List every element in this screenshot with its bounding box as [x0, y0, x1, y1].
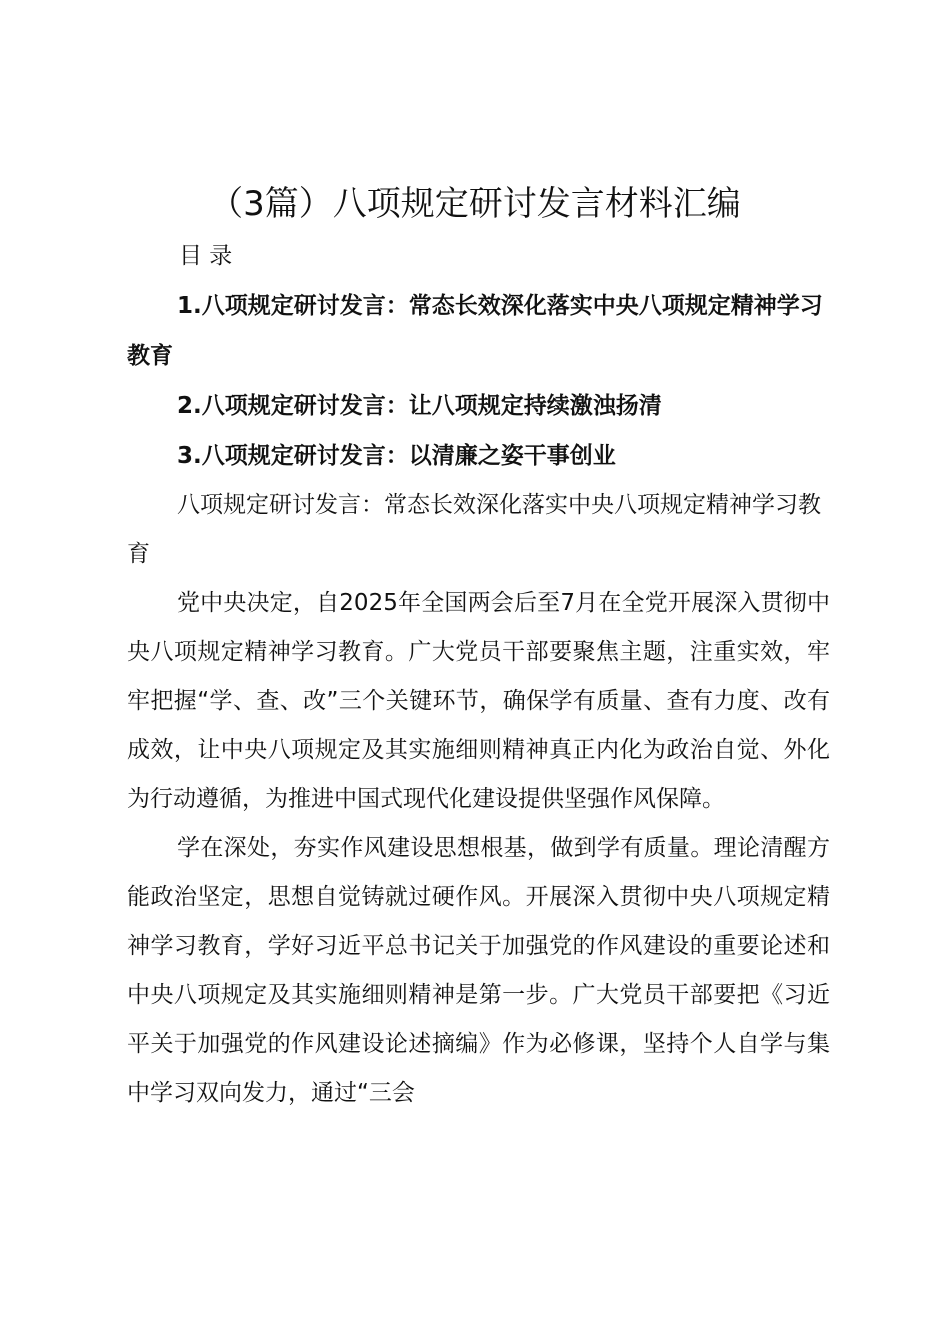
toc-item: 2.八项规定研讨发言：让八项规定持续激浊扬清: [177, 393, 662, 419]
section-title: 八项规定研讨发言：常态长效深化落实中央八项规定精神学习教育: [127, 492, 821, 567]
toc-heading: 目 录: [179, 243, 233, 269]
document-body: [127, 232, 830, 1118]
toc-item: 3.八项规定研讨发言：以清廉之姿干事创业: [177, 443, 616, 469]
toc-item: 1.八项规定研讨发言：常态长效深化落实中央八项规定精神学习教育: [127, 293, 823, 369]
document-title: （3篇）八项规定研讨发言材料汇编: [209, 184, 741, 224]
body-paragraph: 学在深处，夯实作风建设思想根基，做到学有质量。理论清醒方能政治坚定，思想自觉铸就过硬作风。开展深入贯彻中央八项规定精神学习教育，学好习近平总书记关于加强党的作风建设的重要论述和中央八项规定及其实施细则精神是第一步。广大党员干部要把《习近平关于加强党的作风建设论述摘编》作为必修课，坚持个人自学与集中学习双向发力，通过“三会: [127, 835, 830, 1106]
body-paragraph: 党中央决定，自2025年全国两会后至7月在全党开展深入贯彻中央八项规定精神学习教育。广大党员干部要聚焦主题，注重实效，牢牢把握“学、查、改”三个关键环节，确保学有质量、查有力度、改有成效，让中央八项规定及其实施细则精神真正内化为政治自觉、外化为行动遵循，为推进中国式现代化建设提供坚强作风保障。: [127, 590, 830, 812]
